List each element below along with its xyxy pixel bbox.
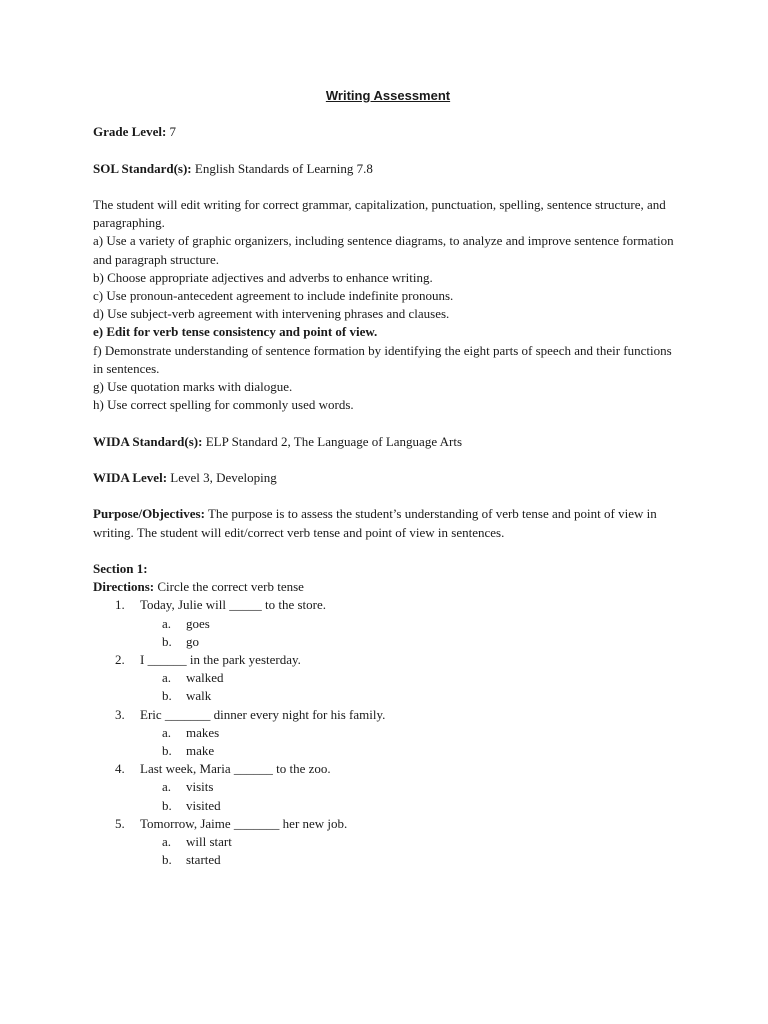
answer-option[interactable] <box>93 797 683 815</box>
answer-option[interactable] <box>93 742 683 760</box>
question-item <box>93 815 683 870</box>
option-letter: a. <box>162 615 172 631</box>
option-text: goes <box>186 615 210 631</box>
option-letter: a. <box>162 670 172 686</box>
question-text: Today, Julie will _____ to the store. <box>140 597 326 613</box>
question-number: 5. <box>115 815 125 831</box>
wida-standard-value: ELP Standard 2, The Language of Language Arts <box>205 433 463 449</box>
question-text: Eric _______ dinner every night for his family. <box>140 706 386 722</box>
answer-option[interactable] <box>93 724 683 742</box>
option-text: will start <box>186 834 232 850</box>
question-list <box>93 596 683 869</box>
answer-option[interactable] <box>93 833 683 851</box>
directions-text: Circle the correct verb tense <box>157 579 304 595</box>
sol-standard-label: SOL Standard(s): <box>93 160 192 176</box>
question-number: 1. <box>115 597 125 613</box>
wida-level-label: WIDA Level: <box>93 470 168 485</box>
purpose-line <box>93 505 683 541</box>
answer-option[interactable] <box>93 687 683 705</box>
wida-level-value: Level 3, Developing <box>170 470 277 485</box>
directions-label: Directions: <box>93 579 155 595</box>
document-content <box>93 87 683 869</box>
sol-standard-line <box>93 160 683 178</box>
answer-option[interactable] <box>93 851 683 869</box>
wida-standard-label: WIDA Standard(s): <box>93 433 203 449</box>
option-list <box>93 724 683 760</box>
standard-item-a: a) Use a variety of graphic organizers, including sentence diagrams, to analyze and improve sentence formation and paragraph structure. <box>93 233 674 267</box>
option-letter: a. <box>162 834 172 850</box>
question-item <box>93 706 683 761</box>
option-list <box>93 615 683 651</box>
question-number: 2. <box>115 652 125 667</box>
option-text: walked <box>186 670 224 686</box>
question-item <box>93 760 683 815</box>
question-number: 3. <box>115 706 125 722</box>
standard-intro: The student will edit writing for correct grammar, capitalization, punctuation, spelling, sentence structure, and paragraphing. <box>93 196 666 231</box>
purpose-label: Purpose/Objectives: <box>93 506 205 522</box>
grade-level-line <box>93 123 683 141</box>
standard-item-d: d) Use subject-verb agreement with intervening phrases and clauses. <box>93 306 450 322</box>
option-letter: b. <box>162 743 172 759</box>
grade-level-label: Grade Level: <box>93 124 167 140</box>
answer-option[interactable] <box>93 778 683 796</box>
option-letter: b. <box>162 688 172 704</box>
option-letter: b. <box>162 852 172 868</box>
question-number: 4. <box>115 761 125 777</box>
directions-line <box>93 578 683 596</box>
question-item <box>93 596 683 651</box>
answer-option[interactable] <box>93 615 683 633</box>
answer-option[interactable] <box>93 633 683 651</box>
standard-item-h: h) Use correct spelling for commonly used words. <box>93 397 354 413</box>
standard-item-g: g) Use quotation marks with dialogue. <box>93 379 293 395</box>
question-text: Last week, Maria ______ to the zoo. <box>140 761 331 777</box>
option-text: makes <box>186 724 220 740</box>
option-list <box>93 669 683 705</box>
option-text: visits <box>186 779 214 795</box>
document-title: Writing Assessment <box>325 88 451 103</box>
option-text: started <box>186 852 221 868</box>
question-item <box>93 651 683 706</box>
standard-item-f: f) Demonstrate understanding of sentence formation by identifying the eight parts of speech and their functions in sentences. <box>93 342 672 376</box>
option-letter: a. <box>162 779 172 795</box>
option-text: visited <box>186 797 221 813</box>
question-text: I ______ in the park yesterday. <box>140 652 301 667</box>
standard-item-b: b) Choose appropriate adjectives and adverbs to enhance writing. <box>93 269 433 285</box>
answer-option[interactable] <box>93 669 683 687</box>
option-letter: b. <box>162 633 172 649</box>
section-heading: Section 1: <box>93 560 148 576</box>
option-letter: a. <box>162 724 172 740</box>
grade-level-value: 7 <box>169 124 177 140</box>
option-list <box>93 833 683 869</box>
sol-standard-value: English Standards of Learning 7.8 <box>194 160 373 176</box>
option-text: go <box>186 633 199 649</box>
option-list <box>93 778 683 814</box>
option-letter: b. <box>162 797 172 813</box>
purpose-value: The purpose is to assess the student’s understanding of verb tense and point of view in writing. The student will edit/correct verb tense and point of view in sentences. <box>93 506 657 540</box>
question-text: Tomorrow, Jaime _______ her new job. <box>140 815 348 831</box>
option-text: walk <box>186 688 212 704</box>
wida-standard-line <box>93 433 683 451</box>
option-text: make <box>186 743 215 759</box>
standard-item-c: c) Use pronoun-antecedent agreement to include indefinite pronouns. <box>93 288 454 303</box>
standard-item-e: e) Edit for verb tense consistency and point of view. <box>93 324 378 340</box>
wida-level-line <box>93 469 683 487</box>
